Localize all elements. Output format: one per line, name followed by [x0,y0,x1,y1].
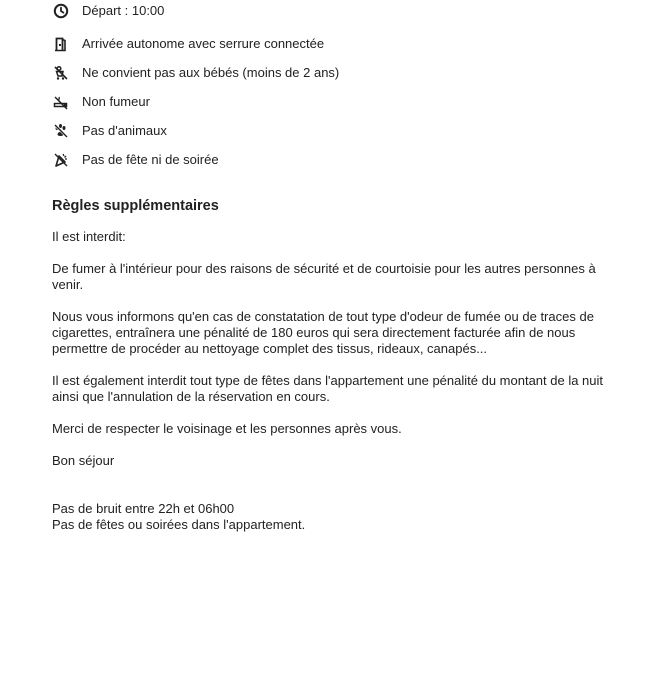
rule-self-checkin [52,29,632,58]
rules-paragraph: De fumer à l'intérieur pour des raisons de sécurité et de courtoisie pour les autres personnes à venir. [52,261,596,292]
rules-paragraph: Pas de bruit entre 22h et 06h00 [52,501,235,516]
rule-label: Départ : 10:00 [82,3,165,18]
additional-rules-title: Règles supplémentaires [52,198,219,214]
rule-no-babies [52,58,632,87]
rule-label: Non fumeur [82,93,150,109]
rule-label: Arrivée autonome avec serrure connectée [82,35,325,51]
rule-checkout [52,0,632,22]
rule-label: Pas de fête ni de soirée [82,151,219,167]
rule-no-smoking [52,87,632,116]
no-pets-icon [52,122,70,140]
rule-no-pets [52,116,632,145]
rule-label: Ne convient pas aux bébés (moins de 2 ans) [82,64,340,80]
rules-paragraph: Il est interdit: [52,229,126,244]
door-lock-icon [52,35,70,53]
rule-label: Pas d'animaux [82,122,167,138]
rule-no-parties [52,145,632,174]
no-smoking-icon [52,93,70,111]
clock-icon [52,2,70,20]
additional-rules-body [52,229,612,533]
rules-paragraph: Nous vous informons qu'en cas de constatation de tout type d'odeur de fumée ou de traces de cigarettes, entraînera une pénalité de 180 euros qui sera directement facturée afin de nous permettre de procéder au nettoyage complet des tissus, rideaux, canapés... [52,309,594,356]
no-party-icon [52,151,70,169]
no-babies-icon [52,64,70,82]
house-rules-list [52,0,632,174]
rules-paragraph: Pas de fêtes ou soirées dans l'appartement. [52,517,306,532]
rules-paragraph: Merci de respecter le voisinage et les personnes après vous. [52,421,402,436]
rules-paragraph: Bon séjour [52,453,115,468]
rules-paragraph: Il est également interdit tout type de fêtes dans l'appartement une pénalité du montant de la nuit ainsi que l'annulation de la réservation en cours. [52,373,604,404]
